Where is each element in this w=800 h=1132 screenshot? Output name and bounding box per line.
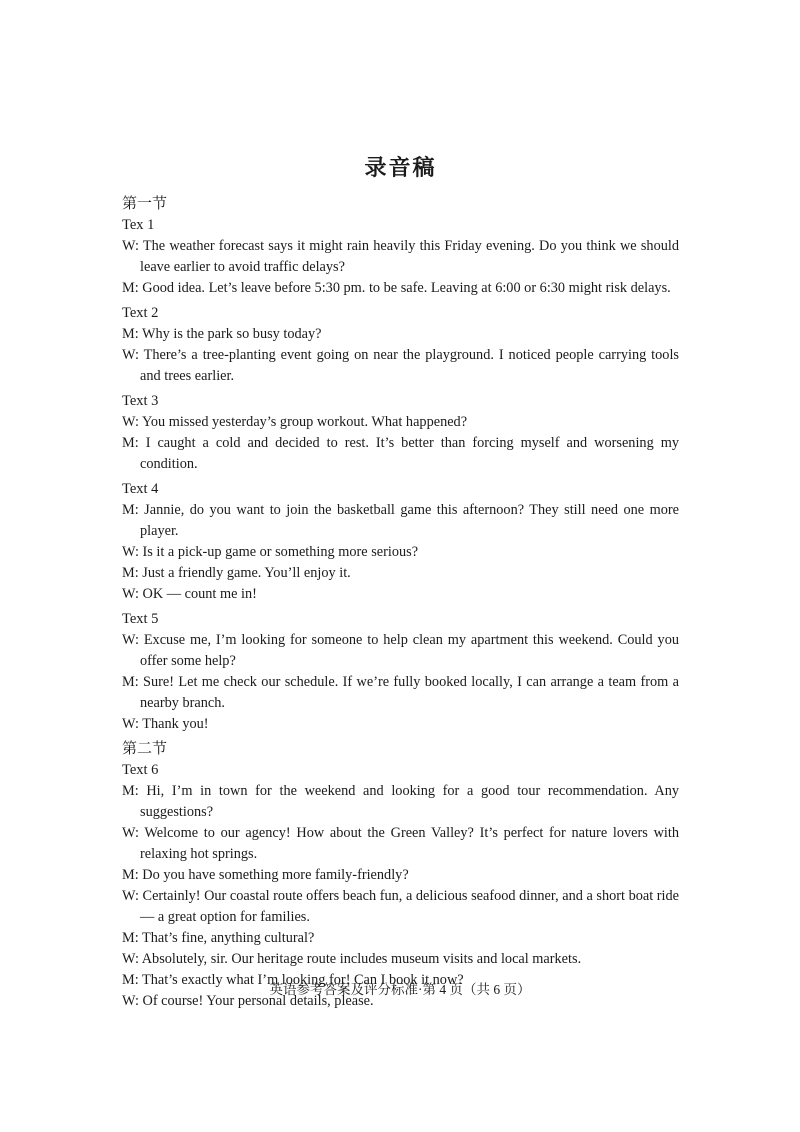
utterance-text: Do you have something more family-friendly? (142, 867, 409, 883)
dialogue-line (122, 500, 679, 542)
dialogue-line (122, 345, 679, 387)
section-2-heading: 第二节 (122, 741, 168, 757)
utterance-text: There’s a tree-planting event going on near the playground. I noticed people carrying tools and trees earlier. (140, 347, 679, 384)
utterance-text: Thank you! (142, 716, 209, 732)
page-title: 录音稿 (364, 155, 437, 180)
speaker-label: W: (122, 716, 139, 732)
text-group-1 (122, 215, 679, 299)
speaker-label: M: (122, 326, 139, 342)
dialogue-line (122, 886, 679, 928)
dialogue-line (122, 781, 679, 823)
dialogue-line (122, 865, 679, 886)
dialogue-line (122, 672, 679, 714)
utterance-text: Excuse me, I’m looking for someone to help clean my apartment this weekend. Could you offer some help? (140, 632, 679, 669)
speaker-label: M: (122, 930, 139, 946)
speaker-label: W: (122, 825, 139, 841)
text-label: Text 6 (122, 762, 159, 778)
text-label: Tex 1 (122, 217, 155, 233)
text-group-5 (122, 609, 679, 735)
speaker-label: W: (122, 632, 139, 648)
document-content (122, 155, 679, 1012)
speaker-label: M: (122, 280, 139, 296)
text-group-4 (122, 479, 679, 605)
text-group-3 (122, 391, 679, 475)
utterance-text: Just a friendly game. You’ll enjoy it. (142, 565, 351, 581)
text-label: Text 3 (122, 393, 159, 409)
utterance-text: Of course! Your personal details, please. (142, 993, 374, 1009)
section-1 (122, 194, 679, 735)
utterance-text: OK — count me in! (142, 586, 257, 602)
dialogue-line (122, 278, 679, 299)
text-group-6 (122, 760, 679, 1012)
speaker-label: W: (122, 238, 139, 254)
utterance-text: Certainly! Our coastal route offers beach fun, a delicious seafood dinner, and a short boat ride — a great option for families. (140, 888, 679, 925)
dialogue-line (122, 928, 679, 949)
speaker-label: M: (122, 435, 139, 451)
speaker-label: W: (122, 993, 139, 1009)
section-2 (122, 739, 679, 1012)
utterance-text: Is it a pick-up game or something more serious? (142, 544, 419, 560)
speaker-label: W: (122, 544, 139, 560)
dialogue-line (122, 412, 679, 433)
page-footer: 英语参考答案及评分标准·第 4 页（共 6 页） (269, 982, 531, 997)
dialogue-line (122, 563, 679, 584)
utterance-text: That’s exactly what I’m looking for! Can I book it now? (142, 972, 464, 988)
utterance-text: Why is the park so busy today? (142, 326, 322, 342)
utterance-text: I caught a cold and decided to rest. It’s better than forcing myself and worsening my condition. (140, 435, 679, 472)
text-group-2 (122, 303, 679, 387)
speaker-label: M: (122, 867, 139, 883)
dialogue-line (122, 823, 679, 865)
speaker-label: M: (122, 565, 139, 581)
speaker-label: W: (122, 586, 139, 602)
speaker-label: W: (122, 888, 139, 904)
dialogue-line (122, 949, 679, 970)
utterance-text: The weather forecast says it might rain heavily this Friday evening. Do you think we should leave earlier to avoid traffic delays? (140, 238, 679, 275)
utterance-text: That’s fine, anything cultural? (142, 930, 315, 946)
speaker-label: M: (122, 502, 139, 518)
utterance-text: Welcome to our agency! How about the Green Valley? It’s perfect for nature lovers with relaxing hot springs. (140, 825, 679, 862)
text-label: Text 5 (122, 611, 159, 627)
speaker-label: W: (122, 414, 139, 430)
text-label: Text 2 (122, 305, 159, 321)
utterance-text: Jannie, do you want to join the basketball game this afternoon? They still need one more player. (140, 502, 680, 539)
speaker-label: M: (122, 972, 139, 988)
dialogue-line (122, 324, 679, 345)
dialogue-line (122, 630, 679, 672)
text-label: Text 4 (122, 481, 159, 497)
utterance-text: Absolutely, sir. Our heritage route includes museum visits and local markets. (141, 951, 582, 967)
dialogue-line (122, 433, 679, 475)
speaker-label: M: (122, 674, 139, 690)
section-1-heading: 第一节 (122, 196, 168, 212)
utterance-text: You missed yesterday’s group workout. What happened? (141, 414, 468, 430)
dialogue-line (122, 714, 679, 735)
speaker-label: W: (122, 951, 139, 967)
dialogue-line (122, 584, 679, 605)
dialogue-line (122, 542, 679, 563)
speaker-label: W: (122, 347, 139, 363)
utterance-text: Hi, I’m in town for the weekend and looking for a good tour recommendation. Any suggestions? (140, 783, 679, 820)
speaker-label: M: (122, 783, 139, 799)
dialogue-line (122, 236, 679, 278)
utterance-text: Good idea. Let’s leave before 5:30 pm. to be safe. Leaving at 6:00 or 6:30 might risk delays. (142, 280, 671, 296)
utterance-text: Sure! Let me check our schedule. If we’re fully booked locally, I can arrange a team from a nearby branch. (140, 674, 679, 711)
